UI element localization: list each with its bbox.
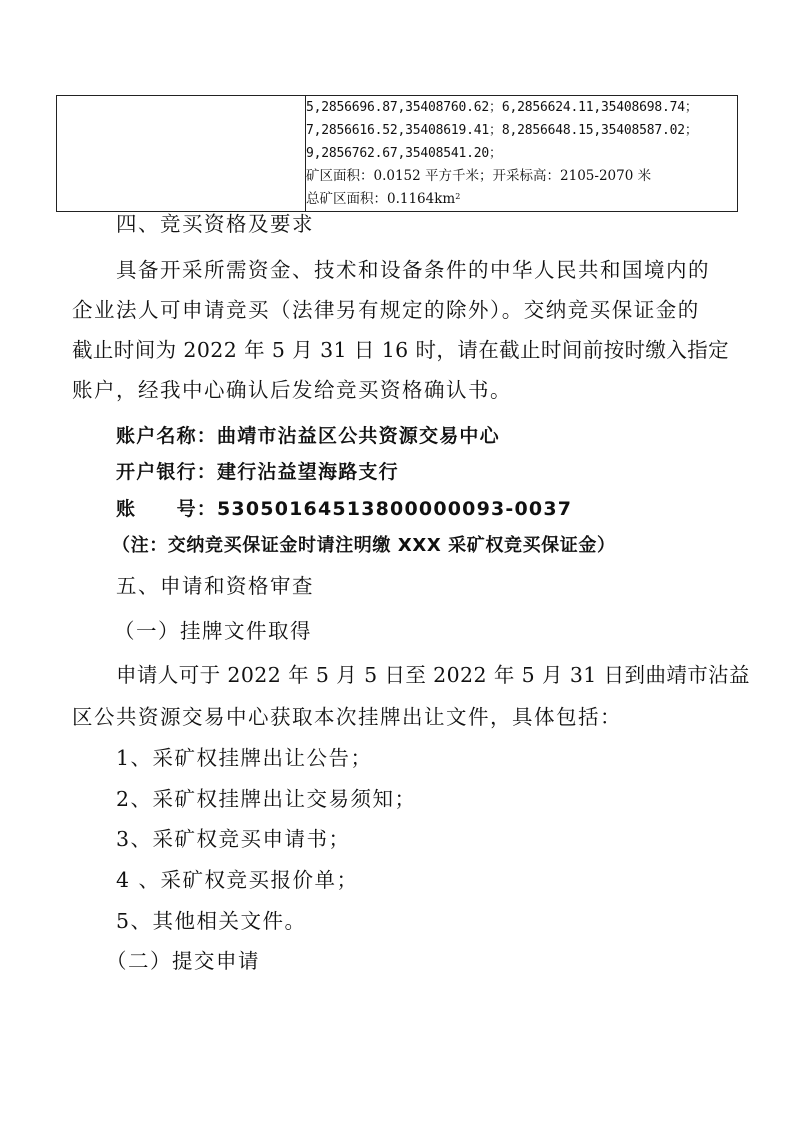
section-4-heading: 四、竞买资格及要求: [116, 212, 314, 236]
coordinate-line: 5,2856696.87,35408760.62；6,2856624.11,35408698.74；: [306, 100, 698, 115]
deposit-note: （注：交纳竞买保证金时请注明缴 XXX 采矿权竞买保证金）: [112, 535, 616, 556]
section-5-heading: 五、申请和资格审查: [116, 574, 314, 598]
total-area-line: [306, 188, 737, 211]
coordinate-line: 7,2856616.52,35408619.41；8,2856648.15,35408587.02；: [306, 123, 698, 138]
subsection-1-heading: （一）挂牌文件取得: [114, 619, 312, 643]
total-area-text: 总矿区面积：0.1164km: [306, 191, 456, 207]
account-name: 账户名称：曲靖市沾益区公共资源交易中心: [116, 425, 500, 447]
document-list-item: 4 、采矿权竞买报价单；: [116, 868, 359, 892]
section-4-para-line: 账户，经我中心确认后发给竞买资格确认书。: [72, 378, 512, 402]
table-right-cell: [306, 96, 738, 212]
document-list-item: 5、其他相关文件。: [116, 909, 307, 933]
section-5-para-line: 区公共资源交易中心获取本次挂牌出让文件，具体包括：: [72, 705, 622, 729]
document-list-item: 3、采矿权竞买申请书；: [116, 827, 351, 851]
account-number-line: [116, 494, 572, 521]
section-5-para-line: 申请人可于 2022 年 5 月 5 日至 2022 年 5 月 31 日到曲靖市沾益: [116, 663, 750, 687]
coordinate-line: 9,2856762.67,35408541.20；: [306, 146, 502, 161]
coordinates-table: [56, 95, 738, 212]
section-4-para-line: 具备开采所需资金、技术和设备条件的中华人民共和国境内的: [116, 258, 710, 282]
area-unit-superscript: 2: [455, 192, 461, 201]
document-list-item: 2、采矿权挂牌出让交易须知；: [116, 787, 417, 811]
account-number: 53050164513800000093-0037: [217, 498, 573, 520]
section-4-para-line: 企业法人可申请竞买（法律另有规定的除外）。交纳竞买保证金的: [72, 298, 700, 322]
table-left-cell: [57, 96, 306, 212]
mine-area-line: 矿区面积：0.0152 平方千米；开采标高：2105-2070 米: [306, 168, 652, 184]
subsection-2-heading: （二）提交申请: [106, 949, 260, 973]
document-list-item: 1、采矿权挂牌出让公告；: [116, 746, 373, 770]
account-number-label: 账 号：: [116, 498, 218, 520]
bank-name: 开户银行：建行沾益望海路支行: [116, 461, 399, 483]
section-4-para-line: 截止时间为 2022 年 5 月 31 日 16 时，请在截止时间前按时缴入指定: [72, 338, 730, 362]
